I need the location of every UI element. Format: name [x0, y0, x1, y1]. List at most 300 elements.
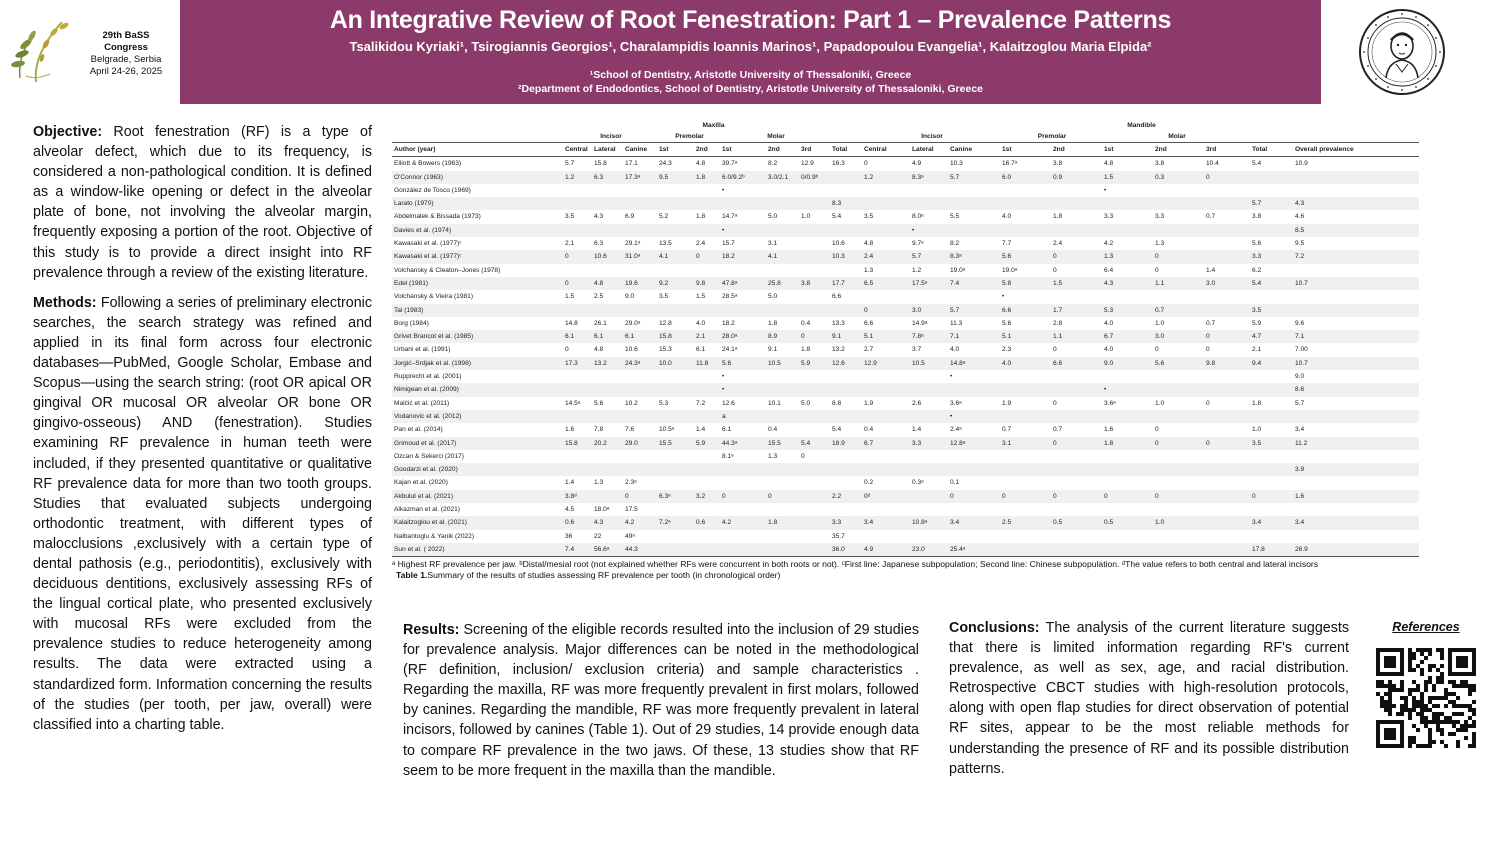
table-cell: [1250, 410, 1293, 423]
table-cell: 6.7: [1102, 330, 1153, 343]
table-cell: [1051, 383, 1102, 396]
table-cell: 0: [1155, 266, 1159, 274]
table-cell: 0.9: [1051, 171, 1102, 184]
objective-heading: Objective:: [33, 124, 103, 140]
table-cell: [948, 197, 1000, 210]
table-cell: [830, 476, 862, 489]
table-cell: 5.0: [768, 293, 778, 301]
table-cell: 6.6: [1000, 304, 1051, 317]
table-cell: 5.7: [948, 171, 1000, 184]
table-cell: [1051, 290, 1102, 303]
table-cell: 3.5: [864, 213, 874, 221]
table-cell: 16.3: [832, 160, 845, 168]
table-cell: [1051, 463, 1102, 476]
table-cell: 4.0: [1000, 357, 1051, 370]
table-cell: 28.5ᵃ: [722, 293, 738, 301]
table-cell: [1293, 476, 1419, 489]
table-cell: [657, 383, 694, 396]
maxilla-molar-header: Molar: [720, 131, 830, 143]
table-cell: 1.2: [912, 266, 922, 274]
table-cell: [657, 503, 694, 516]
table-footnote: ᵃ Highest RF prevalence per jaw. ᵇDistal/mesial root (not explained whether RFs were concurrent in both roots or not). ᶜFirst line: Japanese subpopulation; Second line: Chinese subpopulation. ᵈThe value refers to both central and lateral incisors: [392, 559, 1319, 570]
table-cell: 4.8: [592, 277, 623, 290]
table-cell: 0: [1053, 266, 1057, 274]
table-cell: 0: [1204, 330, 1250, 343]
table-cell: 0: [1051, 250, 1102, 263]
table-cell: [1250, 383, 1293, 396]
table-row: [392, 383, 1419, 396]
table-cell: 0.7: [1206, 213, 1216, 221]
table-cell: [623, 264, 657, 277]
table-cell: [799, 383, 830, 396]
methods-heading: Methods:: [33, 294, 97, 311]
column-header: 3rd: [1204, 143, 1250, 157]
table-cell: 0: [563, 250, 592, 263]
table-cell: 1.2: [862, 171, 910, 184]
table-cell: •: [910, 224, 948, 237]
table-cell: [1204, 290, 1250, 303]
table-cell: [1250, 530, 1293, 543]
table-cell: 9.4: [1250, 357, 1293, 370]
table-cell: [910, 290, 948, 303]
table-cell: 6.6: [1051, 357, 1102, 370]
table-cell: [592, 197, 623, 210]
table-cell: 3.5: [1250, 437, 1293, 450]
congress-dates: April 24-26, 2025: [89, 66, 163, 77]
table-cell: 0/0.9ᵇ: [799, 171, 830, 184]
column-header: Canine: [623, 143, 657, 157]
table-cell: 13.2: [592, 357, 623, 370]
table-cell: [657, 184, 694, 197]
table-cell: [1153, 463, 1204, 476]
table-cell: 6.7: [862, 437, 910, 450]
table-cell: 0: [1153, 437, 1204, 450]
table-cell: 19.0ᵃ: [950, 266, 966, 274]
table-cell: [830, 503, 862, 516]
table-cell: 0.7: [1153, 304, 1204, 317]
table-cell: 0: [1206, 346, 1210, 354]
study-author-cell: Volchansky & Vieira (1981): [394, 293, 474, 301]
table-cell: 9.5: [1295, 240, 1305, 248]
study-author-cell: Davies et al. (1974): [392, 224, 563, 237]
table-cell: 6.1: [623, 330, 657, 343]
table-cell: [1204, 463, 1250, 476]
table-row: [392, 250, 1419, 263]
table-cell: [1102, 543, 1153, 557]
qr-code-icon[interactable]: [1376, 648, 1476, 748]
table-cell: [766, 503, 799, 516]
table-row: [392, 224, 1419, 237]
study-author-cell: Akbulut et al. (2021): [392, 490, 563, 503]
table-cell: 1.0: [801, 213, 811, 221]
table-cell: 13.5: [659, 240, 672, 248]
table-cell: 0.6: [563, 516, 592, 529]
table-cell: [1293, 304, 1419, 317]
table-caption-label: Table 1.: [396, 570, 428, 581]
table-cell: 18.0ᵃ: [594, 506, 610, 514]
mandible-molar-header: Molar: [1102, 131, 1250, 143]
table-cell: [1000, 410, 1051, 423]
table-cell: 10.6: [625, 346, 638, 354]
column-header: 1st: [1000, 143, 1051, 157]
table-cell: 1.8: [766, 516, 799, 529]
table-cell: 14.9ᵃ: [912, 319, 928, 327]
results-heading: Results:: [403, 622, 460, 638]
university-seal-icon: [1358, 8, 1446, 96]
table-cell: [720, 476, 766, 489]
table-cell: [1000, 463, 1051, 476]
table-cell: 4.2: [720, 516, 766, 529]
table-cell: [1000, 224, 1051, 237]
objective-text: Root fenestration (RF) is a type of alveolar defect, which due to its frequency, is considered a non-pathological condition. It is defined as a window-like opening or defect in the alveolar plate of bone, not involving the alveolar margin, frequently exposing a portion of the root. Objective of this study is to provide a direct insight into RF prevalence through a review of the existing literature.: [33, 124, 372, 281]
table-cell: [563, 197, 592, 210]
table-cell: [1102, 503, 1153, 516]
prevalence-table: [392, 120, 1419, 557]
table-cell: 5.9: [799, 357, 830, 370]
table-cell: [1204, 543, 1250, 557]
table-cell: 3.3: [910, 437, 948, 450]
table-cell: 2.1: [694, 330, 720, 343]
table-cell: 1.0: [1155, 319, 1165, 327]
table-row: [392, 264, 1419, 277]
table-cell: 6.1: [696, 346, 706, 354]
table-cell: 4.9: [862, 543, 910, 557]
table-cell: 2.4ᵃ: [950, 426, 962, 434]
table-cell: 8.5: [1293, 224, 1419, 237]
table-cell: 1.4: [696, 426, 706, 434]
table-cell: [799, 503, 830, 516]
table-cell: [720, 530, 766, 543]
study-author-cell: Vodanovic et al. (2012): [392, 410, 563, 423]
study-author-cell: O'Connor (1963): [392, 171, 563, 184]
table-cell: 7.8ᵃ: [910, 330, 948, 343]
table-cell: [799, 370, 830, 383]
table-cell: 18.2: [720, 250, 766, 263]
table-cell: [910, 370, 948, 383]
study-author-cell: Grivet Brancot et al. (1985): [392, 330, 563, 343]
table-cell: [1051, 450, 1102, 463]
table-cell: [766, 410, 799, 423]
table-cell: [1000, 503, 1051, 516]
table-cell: 5.6: [1000, 250, 1051, 263]
table-cell: [948, 184, 1000, 197]
table-cell: [910, 197, 948, 210]
table-cell: [830, 370, 862, 383]
table-cell: [623, 304, 657, 317]
table-cell: 14.8ᵃ: [948, 357, 1000, 370]
table-cell: 5.1: [862, 330, 910, 343]
table-cell: 1.3: [864, 266, 874, 274]
table-caption: [392, 570, 1419, 581]
table-cell: 5.4: [832, 426, 842, 434]
congress-info: [84, 30, 168, 78]
table-cell: 2.2: [830, 490, 862, 503]
table-cell: 29.0: [623, 437, 657, 450]
table-cell: 5.7: [1295, 399, 1305, 407]
table-cell: [799, 197, 830, 210]
table-cell: 26.1: [594, 319, 607, 327]
table-cell: 0: [1051, 490, 1102, 503]
table-cell: 7.8: [594, 426, 604, 434]
table-cell: 17.3: [563, 357, 592, 370]
table-cell: [862, 370, 910, 383]
table-cell: 15.8: [563, 437, 592, 450]
table-cell: [799, 264, 830, 277]
table-cell: 4.7: [1250, 330, 1293, 343]
table-cell: 8.9: [766, 330, 799, 343]
methods-text: Following a series of preliminary electronic searches, the search strategy was refined and applied in its final form across four electronic databases—PubMed, Google Scholar, Embase and Scopus—using the search string: (root OR apical OR gingival OR mucosal OR alveolar OR bone OR gingivo-osseous) AND (fenestration). Studies examining RF prevalence in human teeth were included, if they presented quantitative or qualitative RF prevalence data for more than two tooth groups. Studies that evaluated subjects undergoing orthodontic treatment, with different types of malocclusions ,exclusively with a certain type of dental pathosis (e.g., periodontitis), exclusively with deciduous dentitions, exclusively assessing RFs of the lingual cortical plate, who presented exclusively with mucosal RFs were excluded from the prevalence studies to reduce heterogeneity among results. The data were extracted using a standardized form. Information concerning the results of the studies (per tooth, per jaw, overall) were classified into a charting table.: [33, 294, 372, 733]
table-cell: 13.3: [832, 319, 845, 327]
table-cell: [623, 383, 657, 396]
table-row: [392, 304, 1419, 317]
table-cell: 8.2: [950, 240, 960, 248]
table-cell: 15.8: [594, 160, 607, 168]
table-cell: [563, 383, 592, 396]
table-cell: [1293, 184, 1419, 197]
study-author-cell: Abdelmalek & Bissada (1973): [394, 213, 481, 221]
table-cell: 8.3: [830, 197, 862, 210]
table-cell: 10.7: [1293, 357, 1419, 370]
table-row: [392, 503, 1419, 516]
table-cell: 8.1ᵃ: [722, 452, 734, 460]
table-cell: 0: [1053, 399, 1057, 407]
table-cell: 10.6: [592, 250, 623, 263]
affiliation-1: ¹School of Dentistry, Aristotle University of Thessaloniki, Greece: [589, 69, 912, 81]
table-cell: 3.8: [1053, 160, 1063, 168]
table-cell: [910, 530, 948, 543]
table-cell: 2.3ᵃ: [625, 479, 637, 487]
table-cell: •: [722, 186, 725, 194]
table-cell: [657, 530, 694, 543]
study-author-cell: Ozcan & Sekerci (2017): [394, 452, 464, 460]
table-cell: [694, 224, 720, 237]
table-cell: 4.8: [696, 160, 706, 168]
table-cell: [1204, 370, 1250, 383]
table-cell: 10.9: [1295, 160, 1308, 168]
table-cell: [694, 450, 720, 463]
table-cell: [910, 450, 948, 463]
table-cell: 0.5: [1051, 516, 1102, 529]
table-cell: [1102, 224, 1153, 237]
table-cell: 5.4: [832, 213, 842, 221]
table-cell: [694, 463, 720, 476]
table-cell: 2.4: [1053, 240, 1063, 248]
table-cell: 1.0: [1252, 426, 1262, 434]
table-cell: [1000, 476, 1051, 489]
table-cell: 11.2: [1293, 437, 1419, 450]
table-cell: [657, 463, 694, 476]
table-cell: [623, 370, 657, 383]
table-cell: 3.4: [1293, 516, 1419, 529]
study-author-cell: Pan et al. (2014): [394, 426, 443, 434]
column-header: 3rd: [799, 143, 830, 157]
table-cell: [1204, 383, 1250, 396]
table-cell: 8.6: [1293, 383, 1419, 396]
table-cell: 7.6: [625, 426, 635, 434]
table-cell: •: [720, 224, 766, 237]
table-cell: 0.1: [950, 479, 960, 487]
study-author-cell: Grimoud et al. (2017): [392, 437, 563, 450]
table-cell: 12.8: [659, 319, 672, 327]
table-cell: 10.6: [832, 240, 845, 248]
table-cell: [1293, 264, 1419, 277]
study-author-cell: Kawasaki et al. (1977)ᶜ: [394, 240, 462, 248]
table-cell: 5.7: [910, 250, 948, 263]
header-banner: [180, 0, 1321, 104]
table-cell: 4.2: [623, 516, 657, 529]
table-cell: 1.8: [1053, 213, 1063, 221]
table-cell: [1250, 476, 1293, 489]
table-cell: 1.8: [1252, 399, 1262, 407]
table-cell: 0.6: [694, 516, 720, 529]
table-cell: 15.5: [657, 437, 694, 450]
table-cell: [657, 410, 694, 423]
table-cell: 10.1: [768, 399, 781, 407]
affiliation-2: ²Department of Endodontics, School of Dentistry, Aristotle University of Thessaloniki, Greece: [518, 83, 983, 95]
table-cell: 4.1: [766, 250, 799, 263]
table-row: [392, 184, 1419, 197]
table-cell: 5.1: [1000, 330, 1051, 343]
table-cell: 0: [1051, 437, 1102, 450]
study-author-cell: Borg (1984): [394, 319, 429, 327]
table-cell: 4.3: [592, 516, 623, 529]
table-cell: 6.3: [594, 240, 604, 248]
table-row: [392, 530, 1419, 543]
table-cell: [1250, 463, 1293, 476]
table-cell: [1250, 290, 1293, 303]
table-cell: 39.7ᵃ: [722, 160, 738, 168]
table-cell: [799, 463, 830, 476]
table-cell: [657, 224, 694, 237]
table-cell: 3.0: [910, 304, 948, 317]
table-row: [392, 330, 1419, 343]
table-cell: 3.4: [862, 516, 910, 529]
study-author-cell: Malčić et al. (2011): [394, 399, 450, 407]
table-cell: [657, 370, 694, 383]
table-cell: [862, 290, 910, 303]
table-cell: [1051, 410, 1102, 423]
table-cell: 47.8ᵃ: [720, 277, 766, 290]
author-list: Tsalikidou Kyriaki¹, Tsirogiannis Georgios¹, Charalampidis Ioannis Marinos¹, Papadopoulou Evangelia¹, Kalaitzoglou Maria Elpida²: [349, 39, 1152, 54]
table-cell: 3.4: [1295, 426, 1305, 434]
table-cell: 3.1: [768, 240, 778, 248]
table-row: [392, 290, 1419, 303]
table-cell: 1.3: [768, 452, 778, 460]
table-cell: [799, 184, 830, 197]
study-author-cell: Sun et al. ( 2022): [392, 543, 563, 557]
table-cell: 4.0: [696, 319, 706, 327]
table-cell: [1153, 503, 1204, 516]
table-cell: 6.3: [592, 171, 623, 184]
column-header: Total: [1250, 143, 1293, 157]
table-cell: 22: [594, 532, 602, 540]
table-cell: [910, 410, 948, 423]
table-cell: 0: [862, 304, 910, 317]
table-cell: 35.7: [832, 532, 845, 540]
table-cell: [830, 383, 862, 396]
study-author-cell: Kajan et al. (2020): [394, 479, 448, 487]
table-cell: [1293, 503, 1419, 516]
table-cell: [1204, 423, 1250, 436]
table-cell: [862, 197, 910, 210]
table-cell: 5.2: [659, 213, 669, 221]
table-row: [392, 343, 1419, 356]
table-cell: [563, 370, 592, 383]
table-cell: [862, 383, 910, 396]
study-author-cell: Kawasaki et al. (1977)ᶜ: [392, 250, 563, 263]
table-row: [392, 463, 1419, 476]
table-cell: [862, 184, 910, 197]
table-cell: 12.9: [801, 160, 814, 168]
table-row: [392, 397, 1419, 410]
table-cell: [799, 410, 830, 423]
table-cell: 0: [694, 250, 720, 263]
table-cell: 17.5ᵃ: [910, 277, 948, 290]
table-cell: 7.4: [563, 543, 592, 557]
mandible-header: Mandible: [1127, 122, 1156, 129]
table-cell: [563, 224, 592, 237]
table-cell: 0: [1204, 437, 1250, 450]
study-author-cell: Rupprecht et al. (2001): [394, 373, 462, 381]
table-cell: 3.6ᵃ: [1104, 399, 1116, 407]
table-cell: [694, 304, 720, 317]
table-cell: 44.3: [623, 543, 657, 557]
table-cell: 4.9: [912, 160, 922, 168]
results-text: Screening of the eligible records resulted into the inclusion of 29 studies for prevalence analysis. Major differences can be noted in the methodological (RF definition, inclusion/ exclusion criteria) and sample characteristics . Regarding the maxilla, RF was more frequently prevalent in first molars, followed by canines. Regarding the mandible, RF was more frequently prevalent in lateral incisors, followed by canines (Table 1). Out of 29 studies, 14 provide enough data to compare RF prevalence in the two jaws. Of these, 13 studies show that RF seem to be more frequent in the maxilla than the mandible.: [403, 622, 919, 779]
table-cell: •: [722, 373, 725, 381]
table-cell: [1293, 410, 1419, 423]
table-cell: [948, 503, 1000, 516]
table-cell: 3.3: [1250, 250, 1293, 263]
table-cell: 1.8: [694, 171, 720, 184]
table-cell: [766, 530, 799, 543]
table-cell: 24.1ᵃ: [722, 346, 738, 354]
table-cell: 10.0: [657, 357, 694, 370]
table-cell: 0: [720, 490, 766, 503]
table-cell: [1153, 370, 1204, 383]
table-cell: 36: [565, 532, 573, 540]
table-cell: [563, 410, 592, 423]
table-cell: 6.1: [722, 426, 732, 434]
table-cell: [766, 224, 799, 237]
table-cell: [830, 304, 862, 317]
table-cell: •: [948, 410, 1000, 423]
table-cell: 4.1: [657, 250, 694, 263]
study-author-cell: Urbani et al. (1991): [394, 346, 451, 354]
study-author-cell: Jorgić–Srdjak et al. (1998): [392, 357, 563, 370]
table-cell: [766, 184, 799, 197]
table-cell: [830, 463, 862, 476]
left-column: [33, 122, 372, 745]
table-cell: [1204, 516, 1250, 529]
table-cell: [862, 530, 910, 543]
table-cell: 1.3: [1155, 240, 1165, 248]
study-author-cell: Nalbantoglu & Yanik (2022): [394, 532, 475, 540]
table-cell: 15.3: [659, 346, 672, 354]
references-link[interactable]: References: [1392, 620, 1460, 634]
table-cell: 12.6: [830, 357, 862, 370]
column-header: 2nd: [766, 143, 799, 157]
table-cell: 5.6: [1153, 357, 1204, 370]
table-cell: [1102, 530, 1153, 543]
table-cell: [592, 410, 623, 423]
table-cell: [623, 410, 657, 423]
table-cell: 3.5: [659, 293, 669, 301]
table-cell: 0: [1155, 346, 1159, 354]
mandible-incisor-header: Incisor: [862, 131, 1000, 143]
table-cell: [623, 450, 657, 463]
table-cell: 2.4: [696, 240, 706, 248]
